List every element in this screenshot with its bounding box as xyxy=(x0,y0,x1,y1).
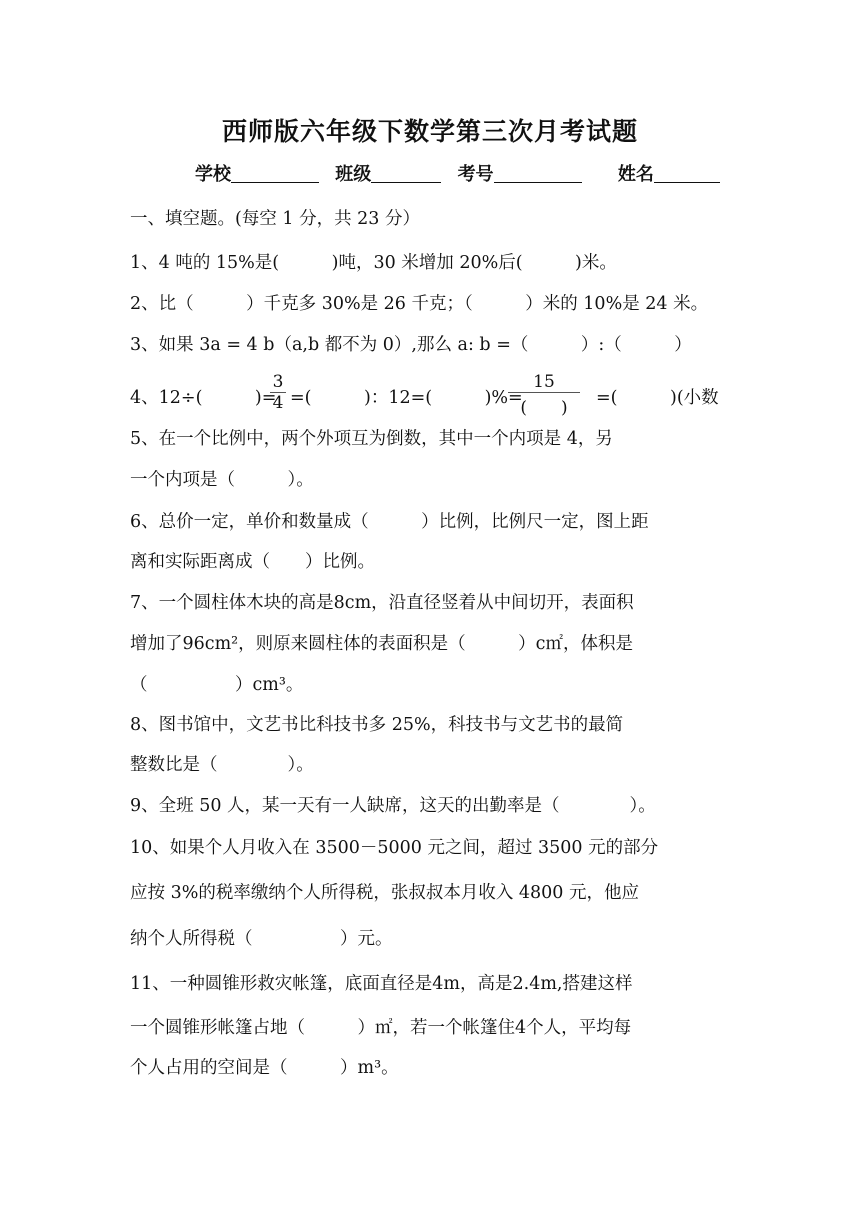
question-8-line-2: 整数比是（ ）。 xyxy=(130,755,314,775)
question-4-part-c: =( )(小数 xyxy=(596,388,719,408)
school-blank xyxy=(231,164,319,183)
exam-no-label: 考号 xyxy=(457,164,494,185)
question-5-line-2: 一个内项是（ ）。 xyxy=(130,470,314,490)
fraction-3-4 xyxy=(270,372,286,413)
class-label: 班级 xyxy=(335,164,372,185)
question-1: 1、4 吨的 15%是( )吨，30 米增加 20%后( )米。 xyxy=(130,253,617,273)
section-heading: 一、填空题。(每空 1 分，共 23 分） xyxy=(130,209,420,229)
class-blank xyxy=(371,164,441,183)
school-label: 学校 xyxy=(195,164,231,185)
question-7-line-1: 7、一个圆柱体木块的高是8cm，沿直径竖着从中间切开，表面积 xyxy=(130,593,634,613)
question-10-line-3: 纳个人所得税（ ）元。 xyxy=(130,929,393,949)
question-7-line-2: 增加了96cm²，则原来圆柱体的表面积是（ ）c㎡，体积是 xyxy=(130,634,633,654)
fraction-denominator: 4 xyxy=(270,392,286,413)
question-6-line-1: 6、总价一定，单价和数量成（ ）比例，比例尺一定，图上距 xyxy=(130,512,649,532)
student-info-row xyxy=(195,160,720,186)
question-10-line-1: 10、如果个人月收入在 3500－5000 元之间，超过 3500 元的部分 xyxy=(130,838,659,858)
question-10-line-2: 应按 3%的税率缴纳个人所得税，张叔叔本月收入 4800 元，他应 xyxy=(130,883,639,903)
question-7-line-3: （ ）cm³。 xyxy=(130,675,304,695)
question-3: 3、如果 3a = 4 b（a,b 都不为 0）,那么 a: b =（ ）:（ ） xyxy=(130,335,692,355)
name-blank xyxy=(654,164,720,183)
question-5-line-1: 5、在一个比例中，两个外项互为倒数，其中一个内项是 4，另 xyxy=(130,429,613,449)
exam-no-blank xyxy=(494,164,582,183)
name-label: 姓名 xyxy=(617,164,654,185)
question-2: 2、比（ ）千克多 30%是 26 千克；（ ）米的 10%是 24 米。 xyxy=(130,294,709,314)
page-title: 西师版六年级下数学第三次月考试题 xyxy=(221,117,638,146)
question-4-part-b: =( )：12=( )%= xyxy=(290,388,523,408)
question-11-line-1: 11、一种圆锥形救灾帐篷，底面直径是4m，高是2.4m,搭建这样 xyxy=(130,974,633,994)
fraction-numerator: 3 xyxy=(272,372,284,392)
question-8-line-1: 8、图书馆中，文艺书比科技书多 25%，科技书与文艺书的最简 xyxy=(130,715,624,735)
question-4-part-a: 4、12÷( )= xyxy=(130,388,277,408)
question-11-line-2: 一个圆锥形帐篷占地（ ）㎡，若一个帐篷住4个人，平均每 xyxy=(130,1018,632,1038)
question-6-line-2: 离和实际距离成（ ）比例。 xyxy=(130,552,375,572)
fraction-15-blank xyxy=(508,372,580,418)
fraction-denominator: ( ) xyxy=(508,392,580,418)
question-9: 9、全班 50 人，某一天有一人缺席，这天的出勤率是（ ）。 xyxy=(130,796,656,816)
fraction-numerator: 15 xyxy=(533,372,555,392)
question-11-line-3: 个人占用的空间是（ ）m³。 xyxy=(130,1058,399,1078)
